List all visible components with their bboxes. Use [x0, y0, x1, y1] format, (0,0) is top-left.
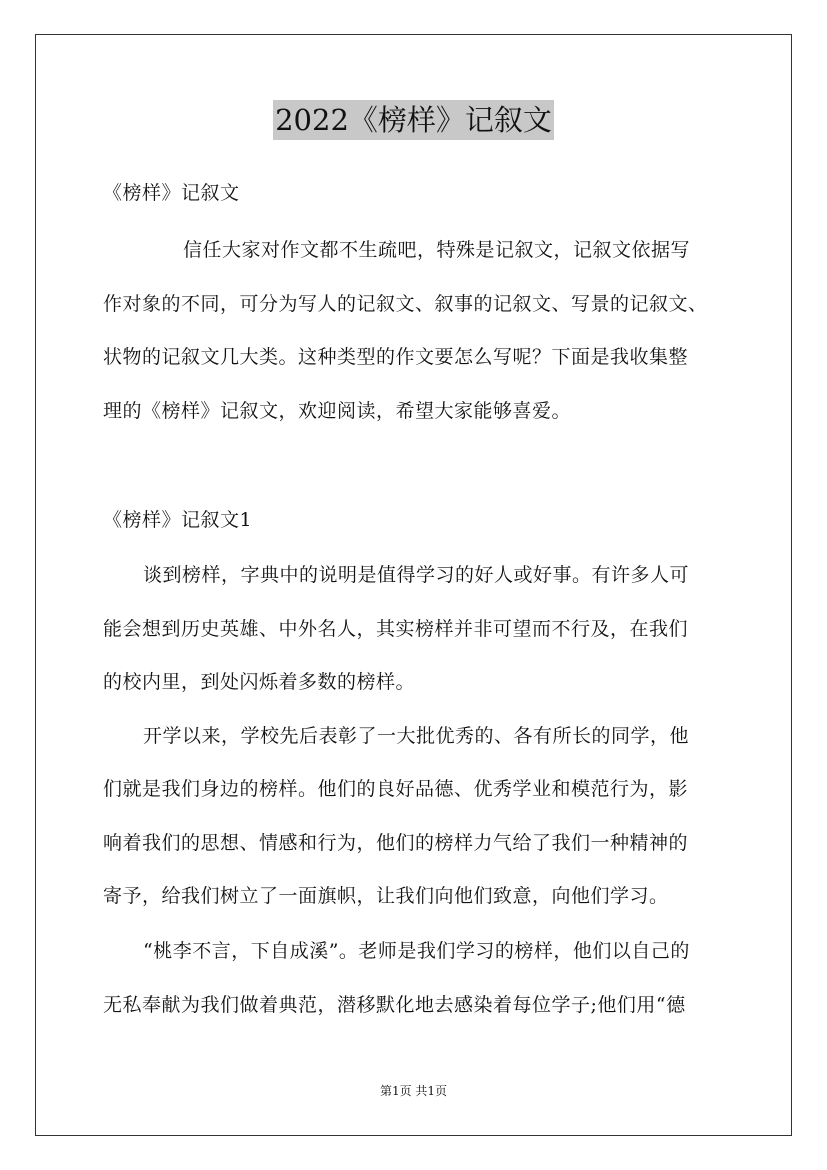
- intro-line: 作对象的不同，可分为写人的记叙文、叙事的记叙文、写景的记叙文、: [103, 293, 708, 315]
- body-line: “桃李不言，下自成溪”。老师是我们学习的榜样，他们以自己的: [143, 940, 690, 962]
- body-line: 寄予，给我们树立了一面旗帜，让我们向他们致意，向他们学习。: [103, 885, 669, 907]
- body-line: 响着我们的思想、情感和行为，他们的榜样力气给了我们一种精神的: [103, 832, 689, 854]
- document-title: 2022《榜样》记叙文: [273, 100, 554, 140]
- intro-line: 状物的记叙文几大类。这种类型的作文要怎么写呢？下面是我收集整: [103, 346, 689, 368]
- intro-line: 理的《榜样》记叙文，欢迎阅读，希望大家能够喜爱。: [103, 400, 572, 422]
- body-line: 谈到榜样，字典中的说明是值得学习的好人或好事。有许多人可: [143, 564, 690, 586]
- body-line: 们就是我们身边的榜样。他们的良好品德、优秀学业和模范行为，影: [103, 778, 689, 800]
- body-line: 能会想到历史英雄、中外名人，其实榜样并非可望而不行及，在我们: [103, 618, 689, 640]
- body-line: 开学以来，学校先后表彰了一大批优秀的、各有所长的同学，他: [143, 725, 690, 747]
- section-heading: 《榜样》记叙文1: [103, 509, 253, 531]
- intro-line: 信任大家对作文都不生疏吧，特殊是记叙文，记叙文依据写: [183, 239, 691, 261]
- body-line: 的校内里，到处闪烁着多数的榜样。: [103, 671, 416, 693]
- subtitle: 《榜样》记叙文: [103, 182, 240, 204]
- page-footer: 第1页 共1页: [379, 1084, 448, 1098]
- title-container: [0, 100, 827, 140]
- body-line: 无私奉献为我们做着典范，潜移默化地去感染着每位学子;他们用“德: [103, 994, 686, 1016]
